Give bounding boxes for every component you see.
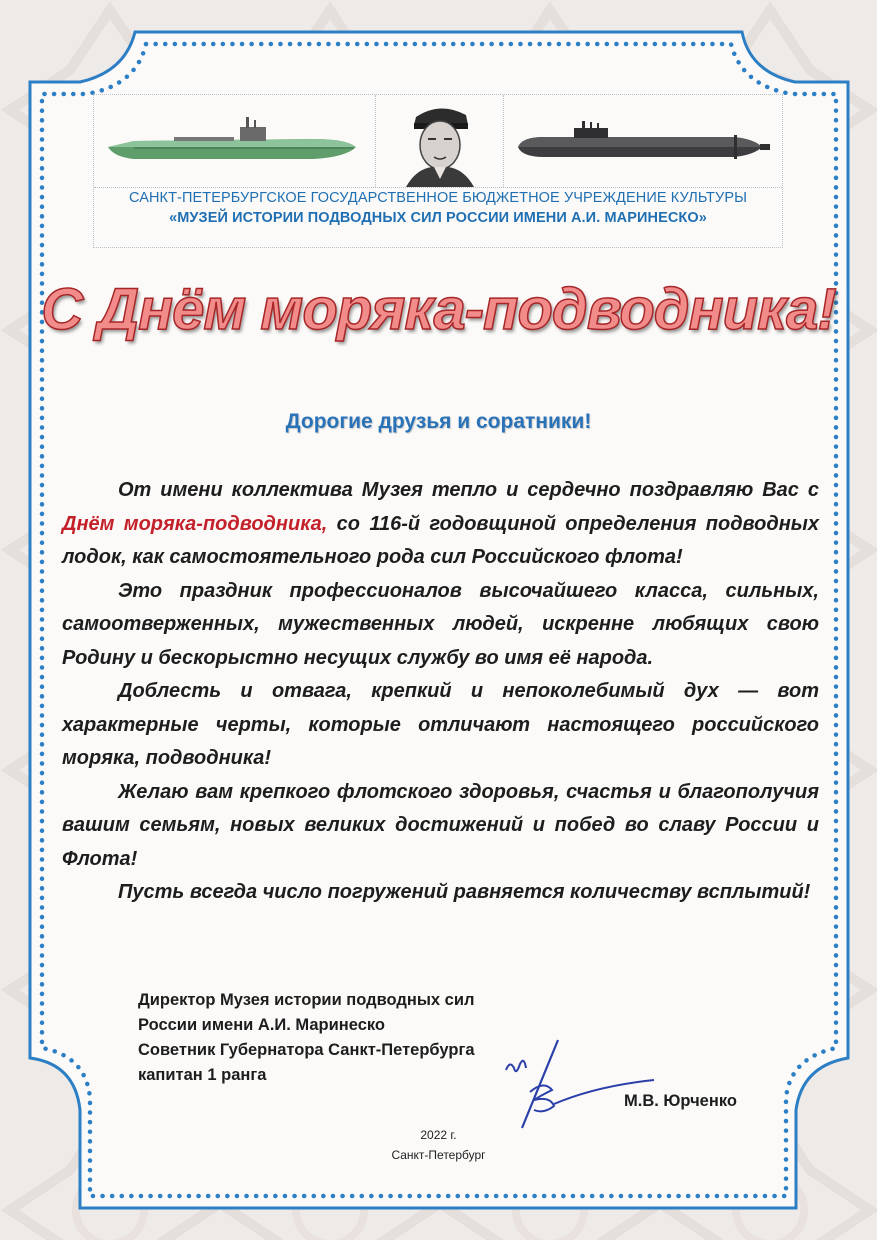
handwritten-signature: [500, 1034, 660, 1134]
signature-title-line4: капитан 1 ранга: [138, 1066, 267, 1084]
paragraph-2: Это праздник профессионалов высочайшего класса, сильных, самоотверженных, мужественных людей, искренне любящих свою Родину и бескорыстно несущих службу во имя её народа.: [62, 579, 819, 669]
signature-block: [138, 988, 475, 1088]
signatory-name: М.В. Юрченко: [624, 1092, 737, 1110]
organization-name-line1: САНКТ-ПЕТЕРБУРГСКОЕ ГОСУДАРСТВЕННОЕ БЮДЖЕТНОЕ УЧРЕЖДЕНИЕ КУЛЬТУРЫ: [128, 190, 748, 206]
holiday-highlight: Днём моряка-подводника,: [62, 512, 328, 535]
greeting: Дорогие друзья и соратники!: [285, 410, 592, 433]
paragraph-1-start: От имени коллектива Музея тепло и сердечно поздравляю Вас с: [118, 479, 819, 501]
signature-title-line3: Советник Губернатора Санкт-Петербурга: [138, 1041, 475, 1059]
paragraph-1-end: со 116-й годовщиной определения подводных лодок, как самостоятельного рода сил Российского флота!: [62, 512, 819, 568]
header-center-cell: [376, 95, 504, 187]
signature-title-line2: России имени А.И. Маринеско: [138, 1016, 385, 1034]
letter-year: 2022 г.: [420, 1128, 457, 1142]
main-title: С Днём моряка-подводника!: [41, 277, 836, 342]
grey-submarine-icon: [504, 95, 784, 187]
letter-city: Санкт-Петербург: [391, 1148, 486, 1162]
header-left-cell: [94, 95, 376, 187]
signature-title-line1: Директор Музея истории подводных сил: [138, 991, 475, 1009]
letter-body: [62, 474, 819, 910]
green-submarine-icon: [94, 95, 376, 187]
paragraph-1: [62, 474, 819, 575]
paragraph-4: Желаю вам крепкого флотского здоровья, счастья и благополучия вашим семьям, новых великих достижений и побед во славу России и Флота!: [62, 780, 819, 870]
organization-name-line2: «МУЗЕЙ ИСТОРИИ ПОДВОДНЫХ СИЛ РОССИИ ИМЕНИ А.И. МАРИНЕСКО»: [169, 210, 707, 226]
paragraph-3: Доблесть и отвага, крепкий и непоколебимый дух — вот характерные черты, которые отличают настоящего российского моряка, подводника!: [62, 680, 819, 769]
header-right-cell: [504, 95, 784, 187]
header-box: [93, 94, 783, 248]
portrait-icon: [376, 95, 504, 187]
paragraph-5: Пусть всегда число погружений равняется количеству всплытий!: [118, 881, 811, 903]
